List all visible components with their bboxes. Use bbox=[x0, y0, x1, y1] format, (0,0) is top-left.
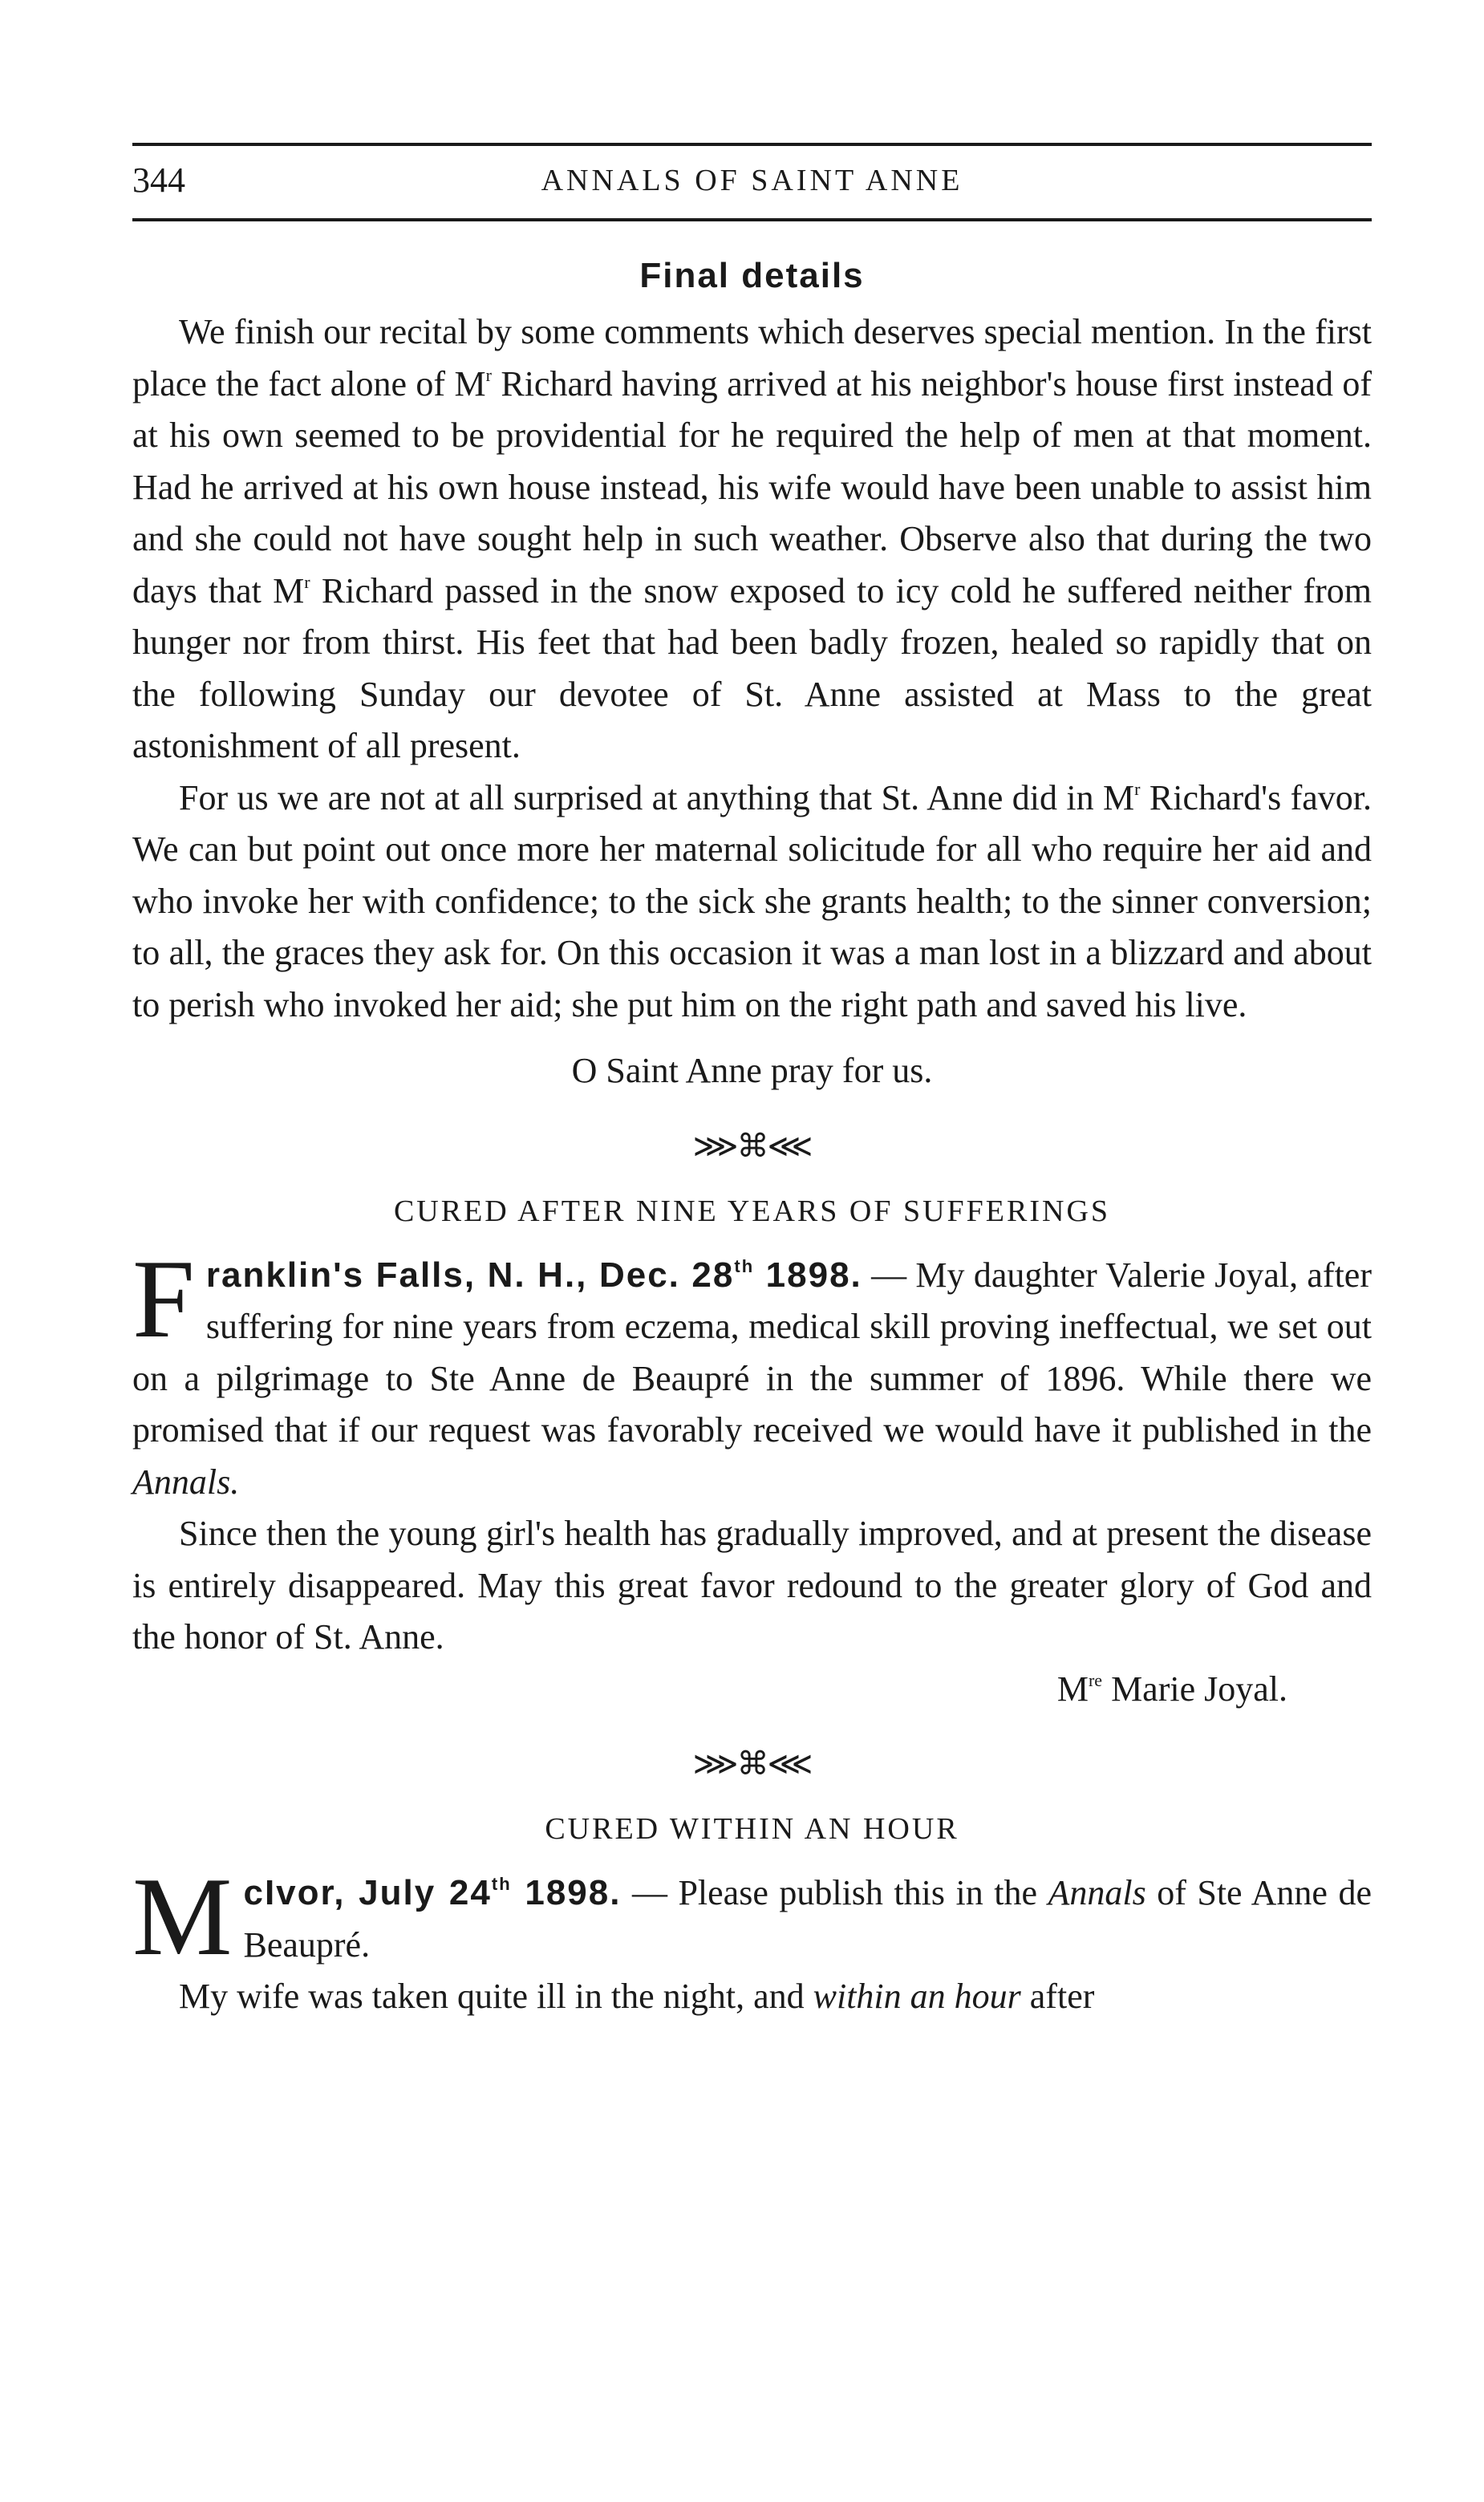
dateline-2 bbox=[243, 1873, 621, 1912]
running-head bbox=[132, 152, 1372, 209]
text-run: — My daughter Valerie Joyal, after suffering for nine years from eczema, medical skill proving ineffectual, we set out on a pilgrimage to Ste Anne de Beaupré in the summer of 1896. While there we promised that if our request was favorably received we would have it published in the bbox=[132, 1255, 1372, 1450]
header-rule bbox=[132, 218, 1372, 221]
paragraph-final-details-1 bbox=[132, 306, 1372, 772]
page-body bbox=[132, 241, 1372, 2023]
running-title: ANNALS OF SAINT ANNE bbox=[541, 164, 963, 197]
text-run: 1898. bbox=[754, 1255, 862, 1295]
drop-cap-f: F bbox=[132, 1236, 195, 1361]
text-run: Richard having arrived at his neighbor's house first instead of at his own seemed to be providential for he required the help of men at that moment. Had he arrived at his own house instead, his wife would have been unable to assist him and she could not have sought help in such weather. Observe also that during the two days that M bbox=[132, 363, 1372, 610]
section-heading-final-details: Final details bbox=[639, 256, 865, 295]
superscript: th bbox=[491, 1874, 512, 1894]
text-run: Richard's favor. We can but point out once more her maternal solicitude for all who require her aid and who invoke her with confidence; to the sick she grants health; to the sinner conversion; to all, the graces they ask for. On this occasion it was a man lost in a blizzard and about to perish who invoked her aid; she put him on the right path and saved his live. bbox=[132, 777, 1372, 1024]
section-ornament: ⋙⌘⋘ bbox=[692, 1127, 812, 1164]
signature bbox=[132, 1664, 1372, 1716]
text-run: 1898. bbox=[511, 1873, 622, 1912]
closing-prayer: O Saint Anne pray for us. bbox=[571, 1051, 933, 1090]
dateline bbox=[206, 1255, 862, 1295]
italic-run: Annals. bbox=[132, 1462, 240, 1502]
text-run: M bbox=[1056, 1669, 1089, 1709]
section-ornament-2: ⋙⌘⋘ bbox=[692, 1746, 812, 1782]
text-run: Richard passed in the snow exposed to icy cold he suffered neither from hunger nor from thirst. His feet that had been badly frozen, healed so rapidly that on the following Sunday our devotee of St. Anne assisted at Mass to the great astonishment of all present. bbox=[132, 570, 1372, 765]
superscript: re bbox=[1088, 1669, 1103, 1690]
italic-run: Annals bbox=[1048, 1873, 1146, 1912]
text-run: ranklin's Falls, N. H., Dec. 28 bbox=[205, 1255, 735, 1295]
drop-cap-m: M bbox=[132, 1855, 233, 1979]
italic-run: within an hour bbox=[813, 1977, 1021, 2016]
superscript: r bbox=[304, 571, 310, 592]
superscript: th bbox=[734, 1255, 755, 1276]
superscript: r bbox=[1134, 778, 1141, 799]
paragraph-franklin-2: Since then the young girl's health has gradually improved, and at present the disease is entirely disappeared. May this great favor redound to the greater glory of God and the honor of St. Anne. bbox=[132, 1514, 1372, 1657]
section-heading-cured-within-hour: CURED WITHIN AN HOUR bbox=[545, 1812, 959, 1846]
text-run: after bbox=[1020, 1977, 1095, 2016]
text-run: Marie Joyal. bbox=[1102, 1669, 1287, 1709]
text-run: cIvor, July 24 bbox=[243, 1873, 492, 1912]
paragraph-franklin-letter bbox=[132, 1236, 1372, 1509]
text-run: For us we are not at all surprised at anything that St. Anne did in M bbox=[179, 777, 1135, 817]
paragraph-final-details-2 bbox=[132, 772, 1372, 1032]
paragraph-mcivor-2 bbox=[132, 1971, 1372, 2023]
section-heading-cured-nine-years: CURED AFTER NINE YEARS OF SUFFERINGS bbox=[393, 1194, 1111, 1228]
paragraph-mcivor-letter bbox=[132, 1855, 1372, 1979]
text-run: My wife was taken quite ill in the night, and bbox=[179, 1977, 813, 2016]
top-rule bbox=[132, 143, 1372, 146]
superscript: r bbox=[485, 364, 492, 385]
text-run: We finish our recital by some comments which deserves special mention. In the first place the fact alone of M bbox=[132, 312, 1372, 403]
page-number: 344 bbox=[132, 160, 185, 200]
text-run: — Please publish this in the bbox=[621, 1873, 1048, 1912]
text-run: of Ste Anne de Beaupré. bbox=[243, 1873, 1372, 1965]
